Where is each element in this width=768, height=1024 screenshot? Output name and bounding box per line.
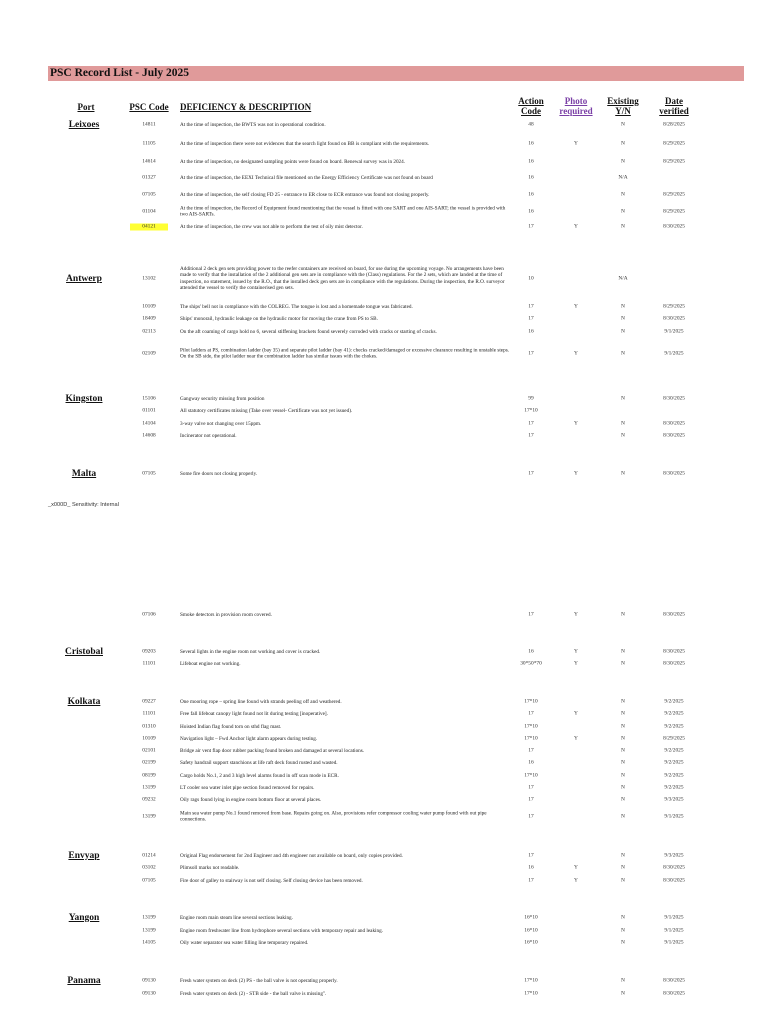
psc-code-cell: 09227 [142,698,156,705]
photo-required-cell: Y [574,660,578,667]
deficiency-description-cell: Main sea water pump No.1 found removed from base. Repairs going on. Also, provisions refer compressor cooling water pump found with out pipe connections. [180,810,487,823]
deficiency-description-cell: The ships' bell not in compliance with the COLREG. The tongue is lost and a homemade tongue was fabricated. [180,303,413,310]
existing-cell: N [621,395,625,402]
date-verified-cell: 9/3/2025 [664,796,684,803]
deficiency-description-cell: Safety handrail support stanchions at life raft deck found rusted and wasted. [180,759,338,766]
date-verified-cell: 8/30/2025 [663,470,685,477]
psc-code-cell: 11101 [142,710,156,717]
existing-cell: N [621,698,625,705]
action-code-cell: 99 [528,395,534,402]
existing-cell: N [621,303,625,310]
action-code-cell: 16 [528,648,534,655]
deficiency-description-cell: Ships' monorail, hydraulic leakage on the hydraulic motor for moving the crane from PS to SB. [180,315,378,322]
psc-code-cell: 11101 [142,660,156,667]
action-code-cell: 17 [528,611,534,618]
existing-cell: N [621,158,625,165]
date-verified-cell: 9/1/2025 [664,328,684,335]
action-code-cell: 17*10 [524,735,538,742]
header-action-code [511,96,551,116]
header-date-line1: Date [665,96,683,106]
deficiency-description-cell: Several lights in the engine room not working and cover is cracked. [180,648,321,655]
psc-code-cell: 10109 [142,303,156,310]
port-label: Leixoes [68,120,100,130]
deficiency-description-cell: Gangway security missing from position [180,395,265,402]
date-verified-cell: 8/30/2025 [663,648,685,655]
existing-cell: N [621,328,625,335]
action-code-cell: 17*10 [524,698,538,705]
header-action-code-line1: Action [518,96,544,106]
photo-required-cell: Y [574,350,578,357]
existing-cell: N [621,813,625,820]
date-verified-cell: 9/1/2025 [664,927,684,934]
existing-cell: N/A [618,275,628,282]
psc-code-cell: 02109 [142,350,156,357]
date-verified-cell: 9/2/2025 [664,710,684,717]
deficiency-description-cell: Navigation light – Fwd Anchor light alarm appears during testing. [180,735,318,742]
psc-code-cell: 09203 [142,648,156,655]
date-verified-cell: 9/2/2025 [664,759,684,766]
psc-code-cell: 13199 [142,914,156,921]
photo-required-cell: Y [574,648,578,655]
existing-cell: N [621,852,625,859]
psc-code-cell: 10109 [142,735,156,742]
date-verified-cell: 8/29/2025 [663,303,685,310]
existing-cell: N [621,977,625,984]
date-verified-cell: 8/29/2025 [663,140,685,147]
existing-cell: N [621,772,625,779]
deficiency-description-cell: Additional 2 deck gen sets providing power to the reefer containers are received on board, for use during the upcoming voyage. No arrangements have been made to verify that the installation of the 2 additional gen sets are in compliance with the (Class) regulations. For the 2 sets, which are landed at the time of inspection, no statement, issued by the R.O., that the installed deck gen sets are in compliance with the regulations. During the inspection, the R.O. surveyor attended the vessel to verify the containerised gen sets. [180,266,505,292]
psc-code-cell: 18409 [142,315,156,322]
existing-cell: N [621,121,625,128]
header-deficiency: DEFICIENCY & DESCRIPTION [180,102,312,112]
existing-cell: N [621,796,625,803]
action-code-cell: 17*10 [524,990,538,997]
psc-code-cell: 13199 [142,784,156,791]
psc-code-cell: 07105 [142,877,156,884]
psc-code-cell: 01101 [142,407,156,414]
date-verified-cell: 9/3/2025 [664,852,684,859]
action-code-cell: 17 [528,432,534,439]
date-verified-cell: 8/30/2025 [663,611,685,618]
existing-cell: N [621,710,625,717]
port-label: Cristobal [65,647,103,657]
photo-required-cell: Y [574,303,578,310]
action-code-cell: 17 [528,813,534,820]
action-code-cell: 16 [528,759,534,766]
header-photo-line1: Photo [564,96,588,106]
action-code-cell: 17 [528,223,534,230]
action-code-cell: 16*10 [524,939,538,946]
psc-code-cell: 02199 [142,759,156,766]
deficiency-description-cell: Oily water separator sea water filling line temporary repaired. [180,939,309,946]
date-verified-cell: 8/28/2025 [663,121,685,128]
psc-code-cell: 01310 [142,723,156,730]
existing-cell: N [621,315,625,322]
port-label: Malta [71,469,97,479]
psc-code-cell: 15106 [142,395,156,402]
deficiency-description-cell: At the time of inspection, the BWTS was not in operational condition. [180,121,326,128]
sensitivity-note: _x000D_ Sensitivity: Internal [48,502,119,508]
photo-required-cell: Y [574,611,578,618]
date-verified-cell: 8/30/2025 [663,990,685,997]
action-code-cell: 17 [528,747,534,754]
photo-required-cell: Y [574,420,578,427]
deficiency-description-cell: Pilot ladders at PS, combination ladder (bay 35) and separate pilot ladder (bay 41): checks cracked/damaged or excessive clearance resulting in unstable steps. On the SB side, the pilot ladder near the combination ladder has similar issues with the chokes. [180,347,510,360]
header-psc-code: PSC Code [129,102,169,112]
psc-code-cell: 13199 [142,927,156,934]
existing-cell: N [621,470,625,477]
date-verified-cell: 9/1/2025 [664,813,684,820]
action-code-cell: 17*10 [524,977,538,984]
action-code-cell: 16 [528,208,534,215]
deficiency-description-cell: At the time of inspection, the self closing FD 25 - entrance to ER close to ECR entrance was found not closing properly. [180,191,430,198]
action-code-cell: 16 [528,328,534,335]
header-existing [601,96,645,116]
deficiency-description-cell: On the aft coaming of cargo hold no 6, several stiffening brackets found severely corroded with cracks or starting of cracks. [180,328,437,335]
port-label: Kolkata [67,697,101,707]
deficiency-description-cell: Cargo holds No.1, 2 and 3 high level alarms found in off scan mode in ECR. [180,772,339,779]
existing-cell: N [621,350,625,357]
existing-cell: N [621,140,625,147]
existing-cell: N [621,432,625,439]
psc-code-cell: 01104 [142,208,156,215]
header-date-line2: verified [659,106,689,116]
action-code-cell: 16 [528,174,534,181]
existing-cell: N [621,877,625,884]
existing-cell: N [621,747,625,754]
action-code-cell: 17 [528,470,534,477]
action-code-cell: 17*10 [524,723,538,730]
psc-code-cell: 14614 [142,158,156,165]
action-code-cell: 30*50*70 [520,660,542,667]
existing-cell: N [621,784,625,791]
photo-required-cell: Y [574,223,578,230]
page-title: PSC Record List - July 2025 [50,67,189,79]
date-verified-cell: 8/30/2025 [663,864,685,871]
action-code-cell: 17 [528,315,534,322]
date-verified-cell: 8/30/2025 [663,223,685,230]
psc-code-cell: 14105 [142,939,156,946]
port-label: Panama [67,976,101,986]
existing-cell: N [621,723,625,730]
date-verified-cell: 9/1/2025 [664,939,684,946]
action-code-cell: 17*10 [524,407,538,414]
photo-required-cell: Y [574,877,578,884]
date-verified-cell: 8/30/2025 [663,660,685,667]
date-verified-cell: 8/29/2025 [663,735,685,742]
deficiency-description-cell: Some fire doors not closing properly. [180,470,258,477]
psc-code-cell: 02101 [142,747,156,754]
psc-code-cell: 13199 [142,813,156,820]
psc-code-cell: 01214 [142,852,156,859]
deficiency-description-cell: All statutory certificates missing (Take over vessel- Certificate was not yet issued). [180,407,353,414]
psc-code-cell: 09130 [142,990,156,997]
existing-cell: N [621,648,625,655]
date-verified-cell: 9/1/2025 [664,350,684,357]
date-verified-cell: 8/29/2025 [663,208,685,215]
action-code-cell: 17 [528,784,534,791]
deficiency-description-cell: Fresh water system on deck (2) PS - the ball valve is not operating properly. [180,977,338,984]
action-code-cell: 10 [528,275,534,282]
action-code-cell: 16*10 [524,914,538,921]
deficiency-description-cell: Bridge air vent flap door rubber packing found broken and damaged at several locations. [180,747,365,754]
photo-required-cell: Y [574,710,578,717]
action-code-cell: 17 [528,303,534,310]
date-verified-cell: 9/2/2025 [664,747,684,754]
action-code-cell: 48 [528,121,534,128]
existing-cell: N [621,914,625,921]
existing-cell: N [621,660,625,667]
date-verified-cell: 8/29/2025 [663,191,685,198]
date-verified-cell: 8/30/2025 [663,432,685,439]
deficiency-description-cell: At the time of inspection there were not evidences that the search light found on BB is compliant with the requirements. [180,140,430,147]
psc-code-cell: 14608 [142,432,156,439]
date-verified-cell: 9/2/2025 [664,784,684,791]
action-code-cell: 17*10 [524,772,538,779]
deficiency-description-cell: At the time of inspection, the crew was not able to perform the test of oily mist detector. [180,223,363,230]
existing-cell: N [621,223,625,230]
psc-code-cell: 01327 [142,174,156,181]
psc-code-cell: 03102 [142,864,156,871]
existing-cell: N [621,864,625,871]
action-code-cell: 16 [528,864,534,871]
action-code-cell: 17 [528,420,534,427]
header-action-code-line2: Code [521,106,541,116]
date-verified-cell: 8/30/2025 [663,420,685,427]
photo-required-cell: Y [574,140,578,147]
deficiency-description-cell: At the time of inspection, no designated sampling points were found on board. Renewal survey was in 2024. [180,158,406,165]
deficiency-description-cell: 3-way valve not changing over 15ppm. [180,420,262,427]
psc-code-cell: 07106 [142,611,156,618]
psc-code-cell: 08199 [142,772,156,779]
title-bar [48,66,744,81]
existing-cell: N [621,191,625,198]
action-code-cell: 17 [528,852,534,859]
existing-cell: N [621,939,625,946]
date-verified-cell: 9/1/2025 [664,914,684,921]
deficiency-description-cell: Hoisted Indian flag found torn on sthd flag mast. [180,723,282,730]
action-code-cell: 17 [528,877,534,884]
psc-code-cell: 04121 [130,224,168,231]
deficiency-description-cell: At the time of inspection, the Record of Equipment found mentioning that the vessel is fitted with one SART and one AIS-SART; the vessel is provided with two AIS-SARTs. [180,205,506,218]
header-photo-line2: required [559,106,593,116]
date-verified-cell: 8/30/2025 [663,315,685,322]
psc-code-cell: 02113 [142,328,156,335]
header-photo-required [556,96,596,116]
deficiency-description-cell: Oily rags found lying in engine room bottom floor at several places. [180,796,322,803]
date-verified-cell: 8/30/2025 [663,877,685,884]
deficiency-description-cell: Original Flag endorsement for 2nd Engineer and 4th engineer not available on board, only copies provided. [180,852,403,859]
existing-cell: N [621,735,625,742]
photo-required-cell: Y [574,864,578,871]
psc-code-cell: 11105 [142,140,156,147]
psc-code-cell: 09232 [142,796,156,803]
psc-code-cell: 13102 [142,275,156,282]
action-code-cell: 16*10 [524,927,538,934]
port-label: Antwerp [66,274,102,284]
date-verified-cell: 8/29/2025 [663,158,685,165]
deficiency-description-cell: Smoke detectors in provision room covered. [180,611,272,618]
psc-code-cell: 07105 [142,470,156,477]
deficiency-description-cell: LT cooler sea water inlet pipe section found removed for repairs. [180,784,315,791]
existing-cell: N [621,208,625,215]
port-label: Yangon [68,913,100,923]
header-date-verified [652,96,696,116]
header-existing-line2: Y/N [615,106,631,116]
existing-cell: N [621,990,625,997]
action-code-cell: 16 [528,191,534,198]
deficiency-description-cell: One mooring rope – spring line found with strands peeling off and weathered. [180,698,342,705]
action-code-cell: 17 [528,710,534,717]
date-verified-cell: 9/2/2025 [664,772,684,779]
deficiency-description-cell: Engine room main steam line several sections leaking. [180,914,293,921]
existing-cell: N [621,420,625,427]
port-label: Envyap [68,851,100,861]
deficiency-description-cell: At the time of inspection, the EEXI Technical file mentioned on the Energy Efficiency Certificate was not found on board [180,174,433,181]
existing-cell: N [621,759,625,766]
header-existing-line1: Existing [607,96,639,106]
header-port: Port [77,102,95,112]
psc-code-cell: 07105 [142,191,156,198]
photo-required-cell: Y [574,470,578,477]
port-label: Kingston [65,394,103,404]
deficiency-description-cell: Free fall lifeboat canopy light found not lit during testing [inoperative]. [180,710,328,717]
deficiency-description-cell: Fresh water system on deck (2) - STB side - the ball valve is missing". [180,990,327,997]
deficiency-description-cell: Plimsoll marks not readable. [180,864,240,871]
date-verified-cell: 9/2/2025 [664,723,684,730]
deficiency-description-cell: Incinerator not operational. [180,432,237,439]
deficiency-description-cell: Engine room freshwater line from hydrophore several sections with temporary repair and leaking. [180,927,383,934]
existing-cell: N [621,611,625,618]
photo-required-cell: Y [574,735,578,742]
date-verified-cell: 8/30/2025 [663,977,685,984]
psc-code-cell: 09130 [142,977,156,984]
action-code-cell: 17 [528,796,534,803]
date-verified-cell: 8/30/2025 [663,395,685,402]
deficiency-description-cell: Fire door of galley to stairway is not self closing. Self closing device has been removed. [180,877,363,884]
deficiency-description-cell: Lifeboat engine not working. [180,660,241,667]
psc-code-cell: 14104 [142,420,156,427]
action-code-cell: 16 [528,140,534,147]
date-verified-cell: 9/2/2025 [664,698,684,705]
psc-code-cell: 14811 [142,121,156,128]
existing-cell: N/A [618,174,628,181]
action-code-cell: 17 [528,350,534,357]
action-code-cell: 16 [528,158,534,165]
existing-cell: N [621,927,625,934]
